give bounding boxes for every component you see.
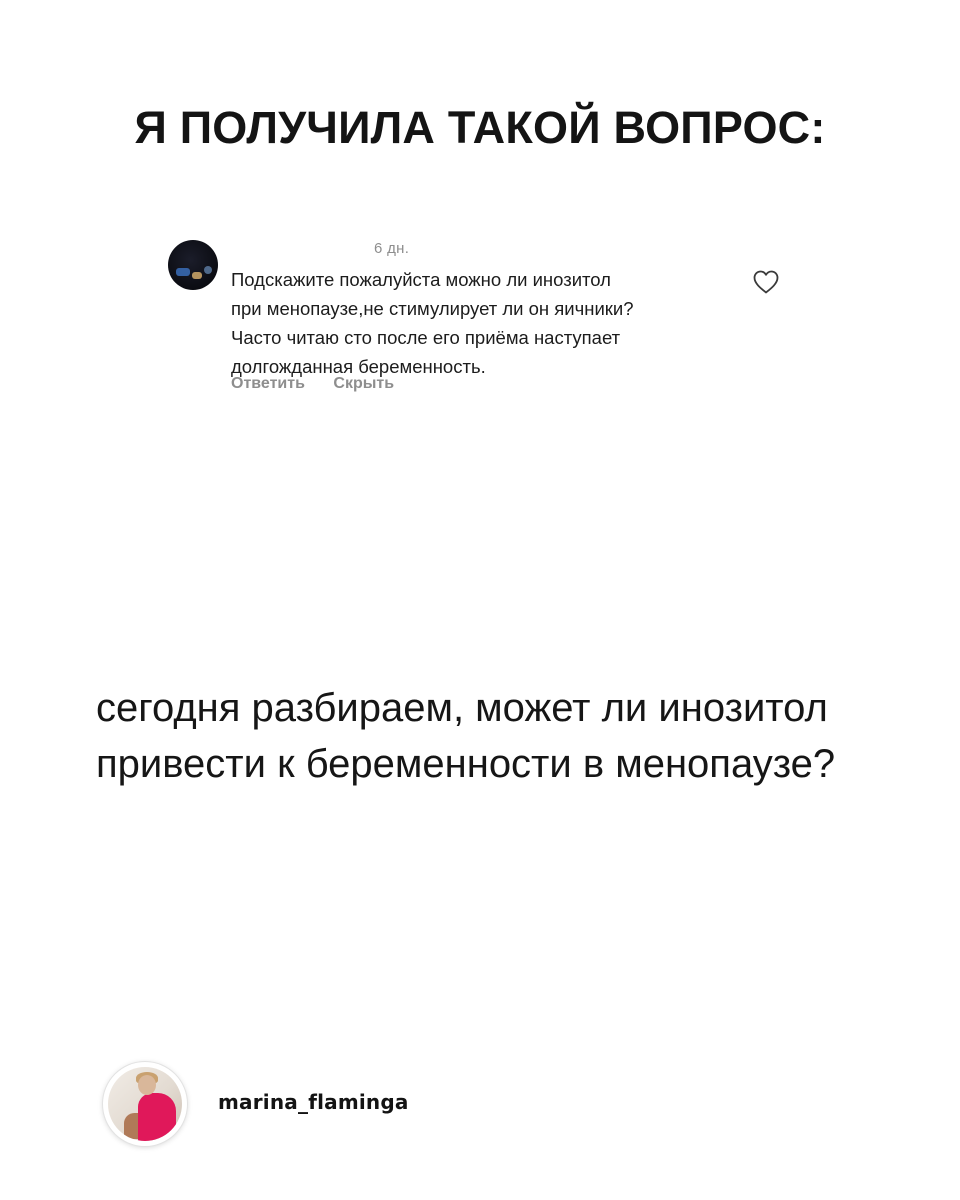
comment-line: при менопаузе,не стимулирует ли он яичники?	[231, 298, 634, 319]
comment-line: долгожданная беременность.	[231, 356, 486, 377]
profile-username[interactable]: marina_flaminga	[218, 1090, 409, 1114]
main-question-line: сегодня разбираем, может ли инозитол	[96, 686, 828, 730]
comment-card	[168, 236, 788, 406]
main-question	[96, 680, 896, 792]
reply-button[interactable]: Ответить	[231, 375, 305, 392]
hide-button[interactable]: Скрыть	[333, 375, 395, 392]
comment-text	[231, 265, 751, 381]
comment-line: Подскажите пожалуйста можно ли инозитол	[231, 269, 611, 290]
profile-avatar[interactable]	[103, 1062, 187, 1146]
heart-icon[interactable]	[752, 269, 780, 295]
commenter-avatar[interactable]	[168, 240, 218, 290]
comment-timestamp: 6 дн.	[374, 240, 410, 257]
comment-line: Часто читаю сто после его приёма наступает	[231, 327, 621, 348]
comment-actions	[231, 375, 418, 393]
page-title: Я ПОЛУЧИЛА ТАКОЙ ВОПРОС:	[134, 102, 826, 153]
main-question-line: привести к беременности в менопаузе?	[96, 742, 836, 786]
